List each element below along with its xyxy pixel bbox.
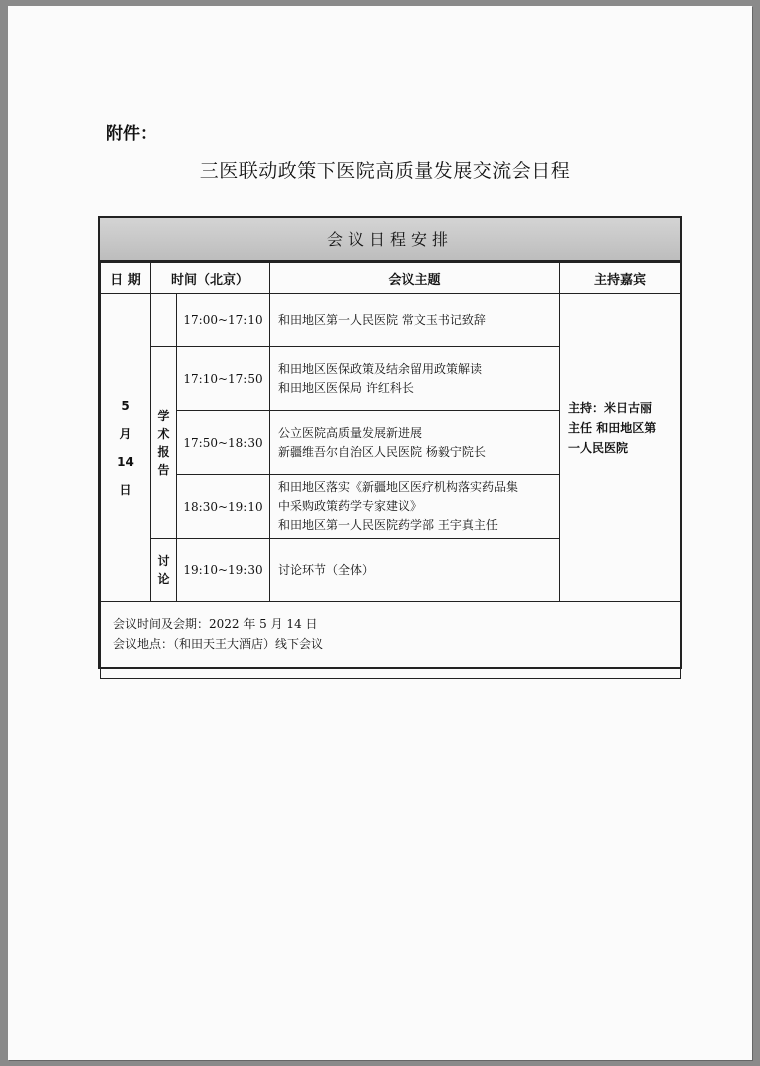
time-cell: 19:10~19:30	[177, 539, 270, 602]
topic-cell	[270, 347, 560, 411]
session-type-char: 讨	[157, 554, 170, 568]
schedule-banner: 会议日程安排	[100, 218, 680, 262]
session-type-char: 报	[157, 444, 170, 459]
time-cell: 17:10~17:50	[177, 347, 270, 411]
session-type-empty	[151, 294, 177, 347]
topic-cell	[270, 411, 560, 475]
schedule-table	[98, 216, 682, 669]
topic-cell	[270, 294, 560, 347]
host-line: 主任 和田地区第	[568, 420, 657, 435]
session-type-char: 论	[157, 572, 170, 586]
date-char: 5	[121, 398, 130, 413]
document-title: 三医联动政策下医院高质量发展交流会日程	[199, 160, 571, 182]
topic-line: 中采购政策药学专家建议》	[278, 499, 423, 513]
meeting-location-line: 会议地点：（和田天王大酒店）线下会议	[113, 637, 324, 651]
topic-line: 和田地区第一人民医院药学部 王宇真主任	[278, 518, 498, 532]
time-cell: 17:00~17:10	[177, 294, 270, 347]
header-row	[101, 263, 681, 294]
header-date: 日 期	[101, 263, 151, 294]
topic-line: 和田地区落实《新疆地区医疗机构落实药品集	[278, 480, 519, 494]
topic-line: 和田地区医保政策及结余留用政策解读	[278, 361, 483, 376]
date-char: 14	[117, 454, 134, 469]
table-row	[101, 294, 681, 347]
session-type-report	[151, 347, 177, 539]
topic-cell	[270, 475, 560, 539]
topic-line: 公立医院高质量发展新进展	[278, 425, 423, 440]
schedule-grid	[100, 262, 681, 679]
topic-cell	[270, 539, 560, 602]
date-char: 日	[119, 482, 132, 497]
date-cell	[101, 294, 151, 602]
footer-cell	[101, 602, 681, 679]
header-host: 主持嘉宾	[560, 263, 681, 294]
footer-row	[101, 602, 681, 679]
session-type-char: 术	[157, 426, 170, 441]
host-cell	[560, 294, 681, 602]
host-line: 主持：米日古丽	[568, 400, 653, 415]
topic-line: 和田地区第一人民医院 常文玉书记致辞	[278, 312, 486, 327]
host-line: 一人民医院	[568, 440, 629, 455]
session-type-char: 学	[157, 408, 170, 423]
session-type-char: 告	[157, 462, 170, 477]
time-cell: 18:30~19:10	[177, 475, 270, 539]
session-type-discussion	[151, 539, 177, 602]
header-topic: 会议主题	[270, 263, 560, 294]
document-page	[8, 6, 752, 1060]
attachment-label: 附件：	[106, 124, 157, 144]
topic-line: 讨论环节（全体）	[278, 562, 375, 577]
topic-line: 和田地区医保局 许红科长	[278, 380, 414, 395]
topic-line: 新疆维吾尔自治区人民医院 杨毅宁院长	[278, 444, 486, 459]
header-time: 时间（北京）	[151, 263, 270, 294]
meeting-time-line: 会议时间及会期：2022 年 5 月 14 日	[113, 617, 318, 631]
time-cell: 17:50~18:30	[177, 411, 270, 475]
date-char: 月	[119, 426, 132, 441]
